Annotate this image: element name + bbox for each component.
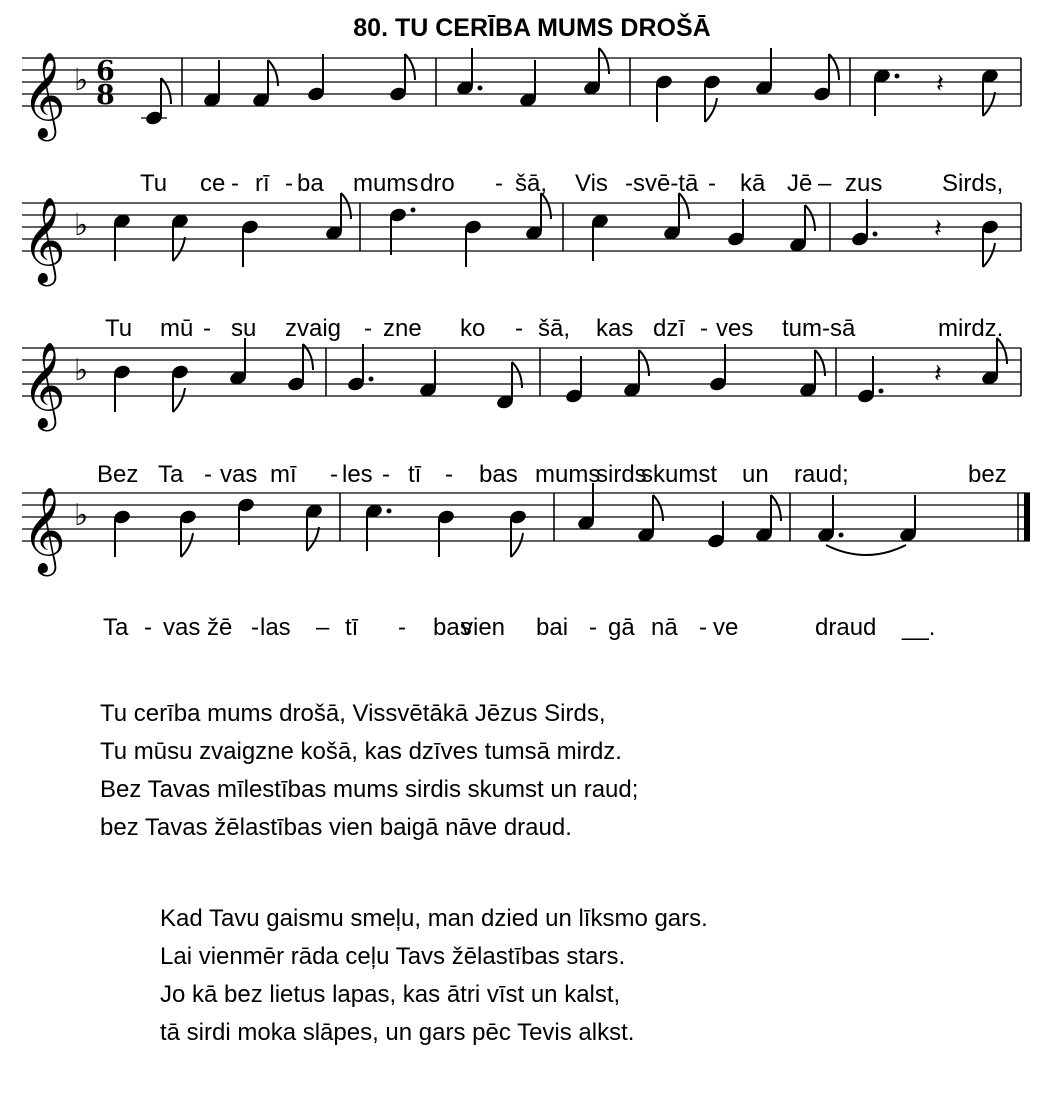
quarter-rest-icon: 𝄽 <box>936 69 944 99</box>
note <box>582 48 609 96</box>
note <box>495 362 522 410</box>
lyric-syllable: vas <box>220 461 258 488</box>
note <box>980 338 1007 386</box>
lyric-syllable: bez <box>968 461 1007 488</box>
note <box>178 509 197 557</box>
note <box>240 219 259 267</box>
lyric-syllable: zus <box>845 170 883 197</box>
lyrics-line-4 <box>0 614 1050 648</box>
lyric-syllable: - <box>285 170 293 197</box>
note-flag <box>307 527 319 551</box>
lyric-syllable: __. <box>902 614 936 641</box>
lyric-syllable: mī <box>270 461 297 488</box>
lyric-syllable: bas <box>479 461 518 488</box>
note <box>726 199 745 247</box>
lyric-syllable: - <box>330 461 338 488</box>
note <box>706 501 725 549</box>
lyric-syllable: kas <box>596 315 634 342</box>
lyric-syllable: Vis <box>575 170 608 197</box>
note <box>898 495 917 543</box>
note <box>708 344 727 392</box>
lyric-syllable: mums <box>535 461 601 488</box>
lyric-syllable: Jē <box>787 170 813 197</box>
note <box>524 193 551 241</box>
lyric-syllable: skumst <box>641 461 718 488</box>
note-dot <box>369 377 374 382</box>
note <box>662 193 689 241</box>
note <box>170 213 189 261</box>
note-dot <box>879 389 884 394</box>
lyric-syllable: ko <box>460 315 486 342</box>
lyric-syllable: - <box>204 461 212 488</box>
treble-clef-icon: 𝄞 <box>22 342 66 428</box>
note <box>306 54 325 102</box>
lyric-syllable: dro <box>420 170 455 197</box>
verse-1-line: Bez Tavas mīlestības mums sirdis skumst un raud; <box>100 776 639 803</box>
note-flag <box>983 92 995 116</box>
verse-1-line: Tu mūsu zvaigzne košā, kas dzīves tumsā mirdz. <box>100 738 622 765</box>
note-dot <box>478 86 483 91</box>
lyric-syllable: tī <box>345 614 359 641</box>
lyric-syllable: šā, <box>515 170 548 197</box>
note <box>508 509 527 557</box>
lyric-syllable: - <box>251 614 259 641</box>
lyric-syllable: un <box>742 461 769 488</box>
verse-2-line: tā sirdi moka slāpes, un gars pēc Tevis alkst. <box>160 1019 635 1046</box>
note <box>754 48 773 96</box>
lyric-syllable: Bez <box>97 461 139 488</box>
flat-icon: ♭ <box>74 63 89 98</box>
note <box>418 350 437 398</box>
lyric-syllable: - <box>589 614 597 641</box>
lyric-syllable: zne <box>383 315 422 342</box>
lyric-syllable: -svē-tā <box>625 170 699 197</box>
treble-clef-icon: 𝄞 <box>22 52 66 138</box>
note <box>816 495 843 543</box>
note <box>202 60 221 108</box>
lyric-syllable: mums <box>353 170 419 197</box>
note <box>436 509 455 557</box>
verse-2-line: Lai vienmēr rāda ceļu Tavs žēlastības stars. <box>160 943 626 970</box>
lyric-syllable: les <box>342 461 373 488</box>
note <box>576 483 595 531</box>
verse-1-line: bez Tavas žēlastības vien baigā nāve draud. <box>100 814 572 841</box>
staff-3 <box>0 330 1050 460</box>
note <box>564 356 583 404</box>
verse-2-line: Kad Tavu gaismu smeļu, man dzied un līksmo gars. <box>160 905 708 932</box>
note <box>856 356 883 404</box>
lyric-syllable: gā <box>608 614 635 641</box>
lyric-syllable: dzī <box>653 315 686 342</box>
note-flag <box>511 533 523 557</box>
lyric-syllable: - <box>144 614 152 641</box>
lyric-syllable: kā <box>740 170 766 197</box>
lyric-syllable: mirdz. <box>938 315 1004 342</box>
note <box>455 48 482 96</box>
flat-icon: ♭ <box>74 498 89 533</box>
tie <box>826 545 906 555</box>
note <box>346 344 373 392</box>
hymn-title: 80. TU CERĪBA MUMS DROŠĀ <box>353 14 711 42</box>
lyric-syllable: tum-sā <box>782 315 856 342</box>
note <box>980 219 999 267</box>
note-dot <box>873 232 878 237</box>
time-signature-top: 6 <box>96 56 115 87</box>
lyric-syllable: ve <box>713 614 739 641</box>
note <box>463 219 482 267</box>
note <box>286 344 313 392</box>
note <box>236 497 255 545</box>
staff-4 <box>0 475 1050 615</box>
note <box>141 78 171 126</box>
note <box>788 205 815 253</box>
final-barline <box>1024 493 1030 541</box>
note <box>112 213 131 261</box>
note <box>518 60 537 108</box>
lyric-syllable: ce <box>200 170 226 197</box>
lyric-syllable: raud; <box>794 461 849 488</box>
note <box>590 213 609 261</box>
lyric-syllable: Ta <box>158 461 184 488</box>
lyric-syllable: - <box>699 614 707 641</box>
note-flag <box>705 98 717 122</box>
note <box>112 364 131 412</box>
note <box>754 495 781 543</box>
lyric-syllable: – <box>818 170 832 197</box>
note <box>112 509 131 557</box>
note <box>636 495 663 543</box>
treble-clef-icon: 𝄞 <box>22 197 66 283</box>
lyric-syllable: - <box>515 315 523 342</box>
note <box>388 54 415 102</box>
lyric-syllable: las <box>260 614 291 641</box>
lyric-syllable: šā, <box>538 315 571 342</box>
staff-1 <box>0 40 1050 170</box>
lyric-syllable: - <box>231 170 239 197</box>
note <box>170 364 189 412</box>
lyric-syllable: - <box>382 461 390 488</box>
note <box>324 193 351 241</box>
lyric-syllable: - <box>708 170 716 197</box>
verse-1 <box>100 695 638 847</box>
lyric-syllable: bas <box>433 614 472 641</box>
lyric-syllable: tī <box>408 461 422 488</box>
note-flag <box>181 533 193 557</box>
note-dot <box>387 509 392 514</box>
time-signature-bottom: 8 <box>96 80 115 111</box>
note <box>251 60 278 108</box>
lyric-syllable: Ta <box>103 614 129 641</box>
note <box>228 338 247 386</box>
note <box>388 207 415 255</box>
lyric-syllable: - <box>398 614 406 641</box>
note-flag <box>173 237 185 261</box>
treble-clef-icon: 𝄞 <box>22 487 66 573</box>
verse-2-line: Jo kā bez lietus lapas, kas ātri vīst un kalst, <box>160 981 621 1008</box>
note-dot <box>411 208 416 213</box>
lyric-syllable: nā <box>651 614 678 641</box>
lyric-syllable: Sirds, <box>942 170 1004 197</box>
lyric-syllable: rī <box>255 170 270 197</box>
note <box>850 199 877 247</box>
verse-2 <box>160 900 708 1052</box>
lyric-syllable: draud <box>815 614 877 641</box>
lyric-syllable: su <box>231 315 257 342</box>
lyric-syllable: Tu <box>105 315 133 342</box>
note <box>304 503 323 551</box>
staff-2 <box>0 185 1050 315</box>
lyric-syllable: Tu <box>140 170 168 197</box>
note <box>622 350 649 398</box>
note-dot <box>895 74 900 79</box>
flat-icon: ♭ <box>74 353 89 388</box>
lyric-syllable: bai <box>536 614 569 641</box>
lyric-syllable: vas <box>163 614 201 641</box>
quarter-rest-icon: 𝄽 <box>934 214 942 244</box>
lyric-syllable: - <box>700 315 708 342</box>
flat-icon: ♭ <box>74 208 89 243</box>
lyric-syllable: vien <box>461 614 506 641</box>
lyric-syllable: sirds <box>596 461 647 488</box>
note <box>980 68 999 116</box>
lyric-syllable: – <box>316 614 330 641</box>
note <box>798 350 825 398</box>
note <box>812 54 839 102</box>
note <box>872 68 899 116</box>
lyric-syllable: - <box>364 315 372 342</box>
note <box>364 503 391 551</box>
lyric-syllable: ba <box>297 170 324 197</box>
lyric-syllable: mū <box>160 315 194 342</box>
lyric-syllable: - <box>203 315 211 342</box>
note-dot <box>839 533 844 538</box>
note <box>702 74 721 122</box>
lyric-syllable: žē <box>207 614 233 641</box>
lyric-syllable: zvaig <box>285 315 342 342</box>
lyric-syllable: ves <box>716 315 754 342</box>
note-flag <box>983 243 995 267</box>
lyric-syllable: - <box>445 461 453 488</box>
note <box>654 74 673 122</box>
verse-1-line: Tu cerība mums drošā, Vissvētākā Jēzus Sirds, <box>100 700 606 727</box>
lyric-syllable: - <box>495 170 503 197</box>
note-flag <box>173 388 185 412</box>
quarter-rest-icon: 𝄽 <box>934 359 942 389</box>
